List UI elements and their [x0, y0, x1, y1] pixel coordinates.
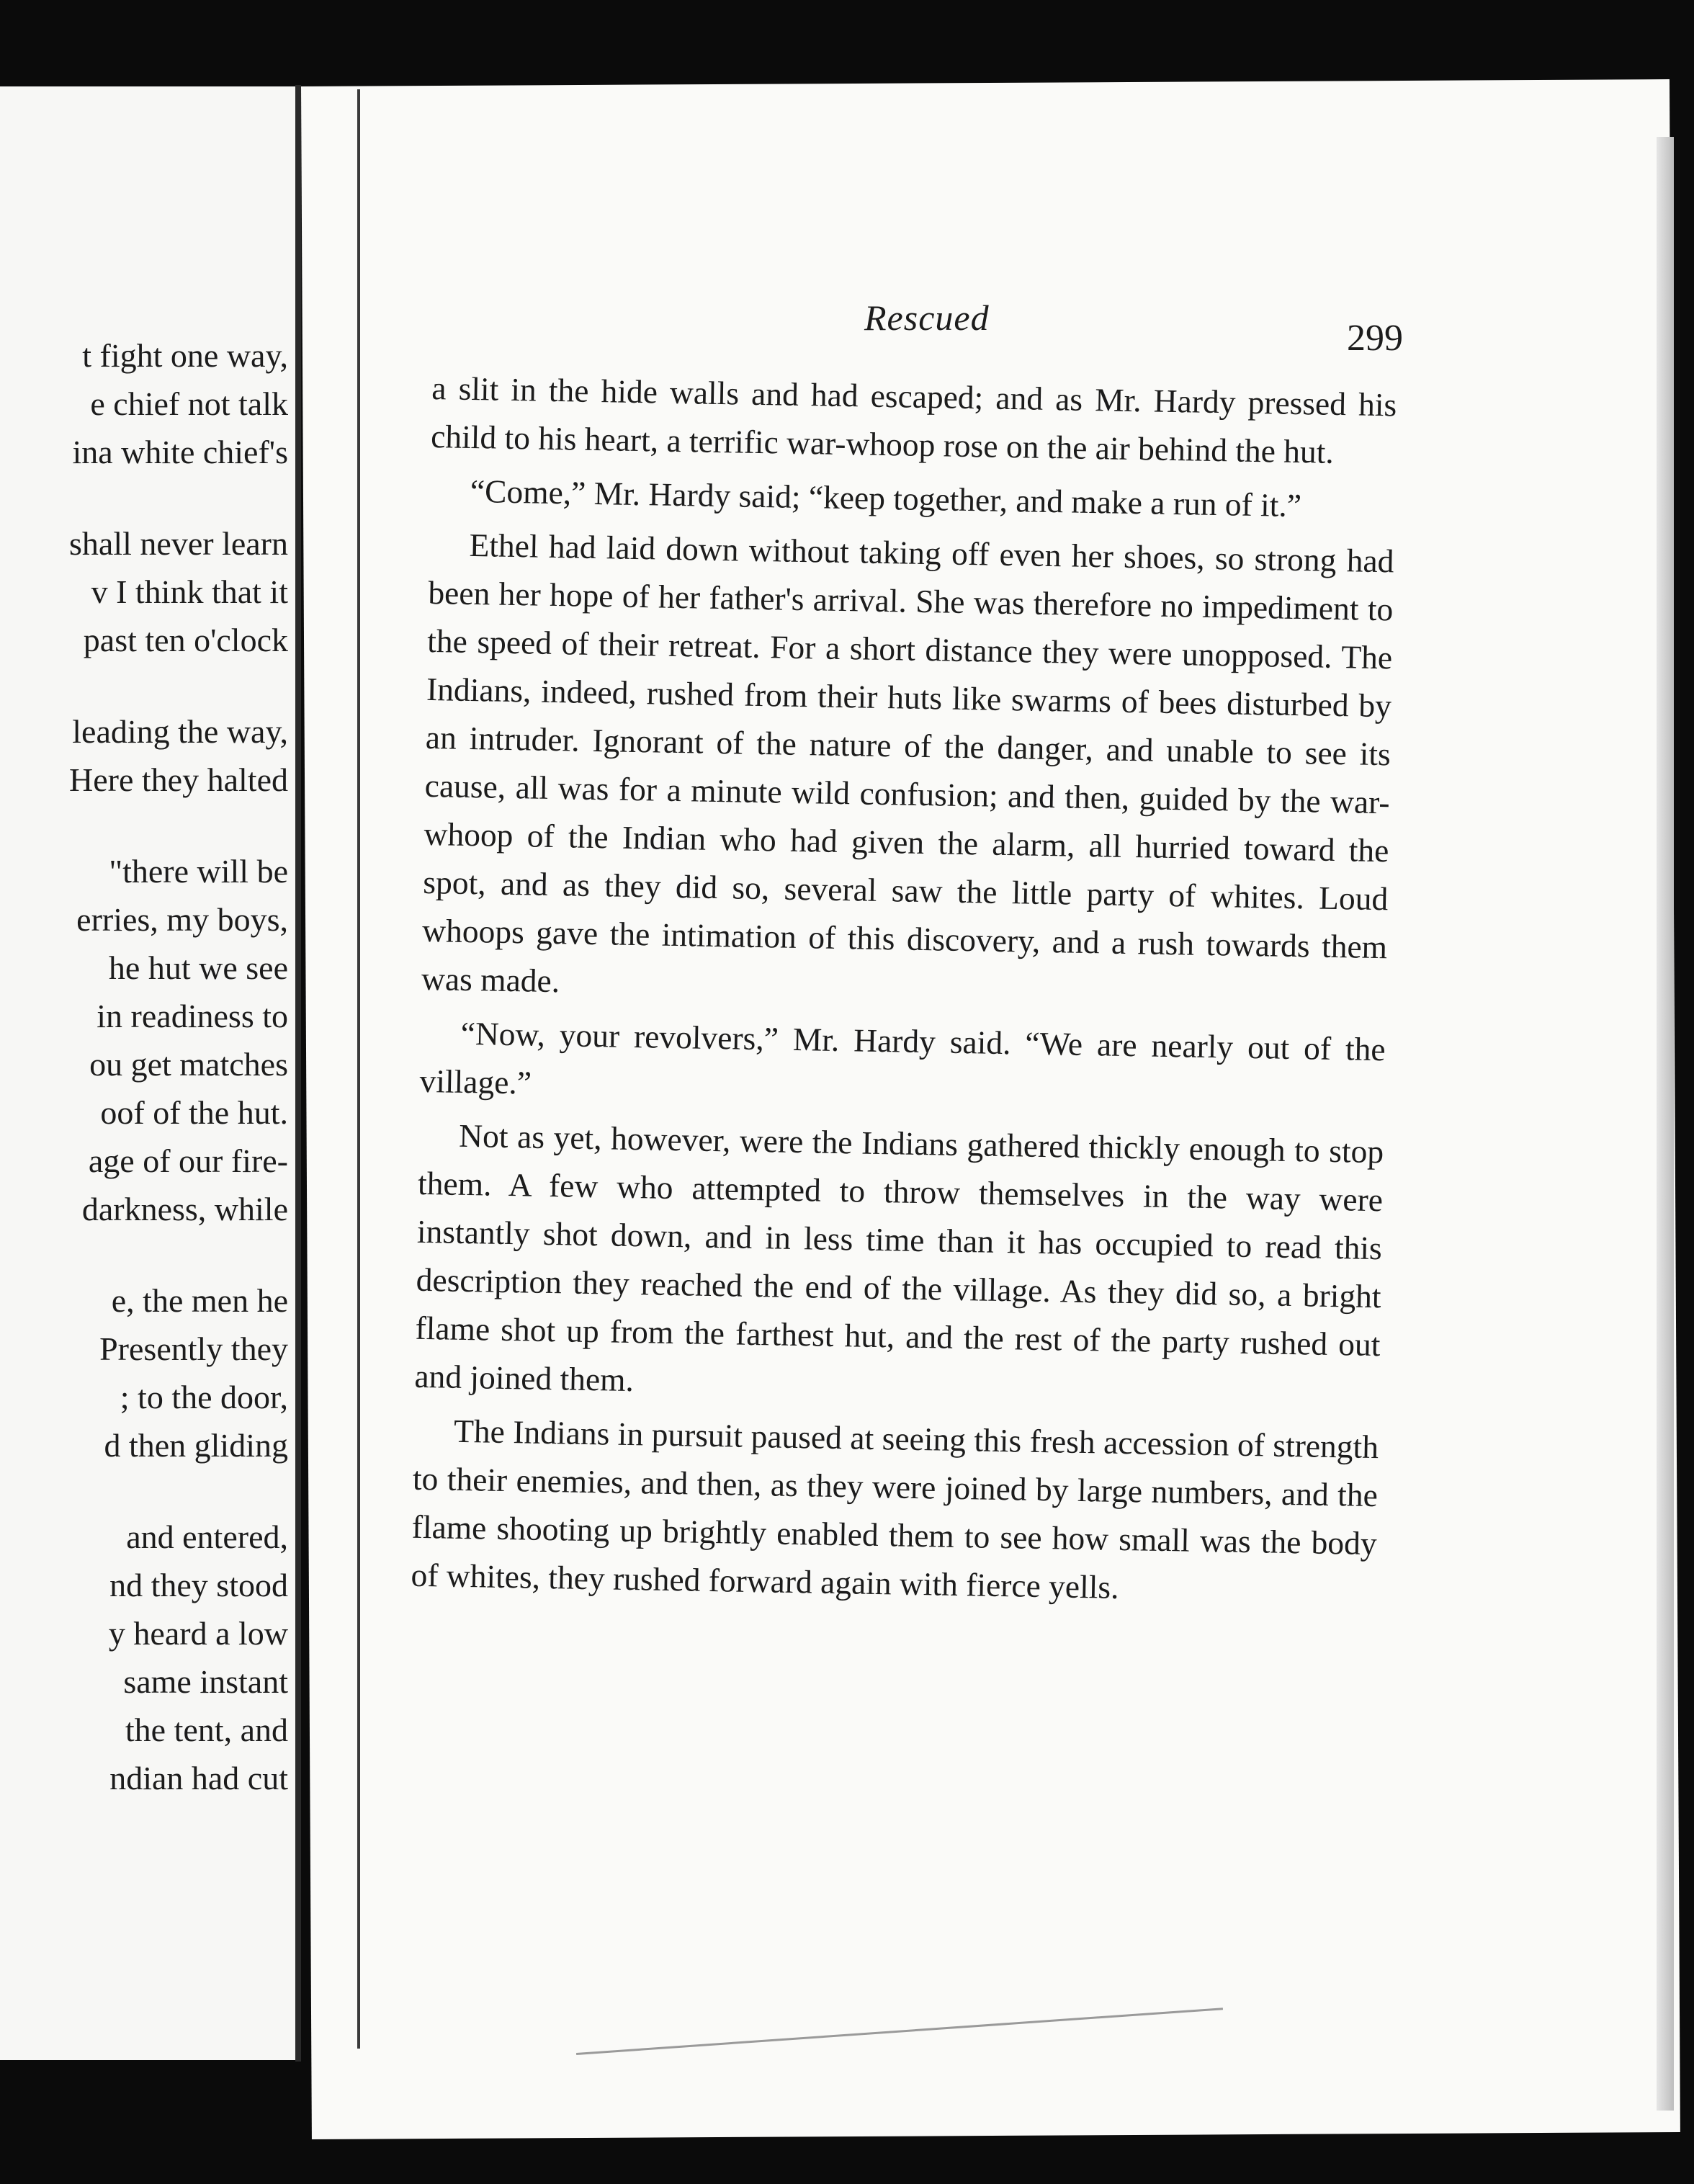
paragraph: Ethel had laid down without taking off even her shoes, so strong had been her hope of her father's arrival. She was therefore no impediment to the speed of their retreat. For a short distance they were unopposed. The Indians, indeed, rushed from their huts like swarms of bees disturbed by an intruder. Ignorant of the nature of the danger, and unable to see its cause, all was for a minute wild confusion; and then, guided by the war-whoop of the Indian who had given the alarm, all hurried toward the spot, and as they did so, several saw the little party of whites. Loud whoops gave the intimation of this discovery, and a rush towards them was made.	[421, 526, 1394, 1000]
page-number: 299	[1347, 318, 1403, 359]
left-line: ndian had cut	[109, 1760, 288, 1796]
left-line: nd they stood	[109, 1567, 288, 1603]
left-line: shall never learn	[69, 525, 288, 562]
left-page	[0, 86, 295, 2060]
page-edge-shadow	[1657, 137, 1674, 2111]
left-line: oof of the hut.	[100, 1094, 288, 1131]
running-head: Rescued	[864, 297, 990, 338]
left-line: leading the way,	[72, 713, 288, 750]
body-text	[411, 364, 1397, 1616]
left-line: he hut we see	[108, 949, 288, 986]
page-fold-line	[357, 89, 360, 2049]
left-line: e chief not talk	[90, 385, 288, 422]
paragraph: “Come,” Mr. Hardy said; “keep together, and make a run of it.”	[470, 472, 1302, 524]
left-line: ou get matches	[89, 1046, 288, 1083]
left-line: t fight one way,	[82, 337, 288, 374]
left-line: past ten o'clock	[83, 622, 288, 658]
paragraph: Not as yet, however, were the Indians gathered thickly enough to stop them. A few who attempted to throw themselves in the way were instantly shot down, and in less time than it has occupied to read this description they reached the end of the village. As they did so, a bright flame shot up from the farthest hut, and the rest of the party rushed out and joined them.	[414, 1116, 1384, 1399]
left-line: same instant	[123, 1663, 288, 1700]
left-line: the tent, and	[125, 1711, 288, 1748]
paragraph: The Indians in pursuit paused at seeing this fresh accession of strength to their enemies, and then, as they were joined by large numbers, and the flame shooting up brightly enabled them to see how small was the body of whites, they rushed forward again with fierce yells.	[411, 1412, 1379, 1606]
left-line: "there will be	[109, 853, 288, 890]
left-line: e, the men he	[111, 1282, 288, 1319]
left-line: ina white chief's	[72, 434, 288, 470]
book-gutter	[295, 85, 301, 2062]
left-line: erries, my boys,	[76, 901, 288, 938]
paragraph: “Now, your revolvers,” Mr. Hardy said. “We are nearly out of the village.”	[419, 1014, 1386, 1101]
left-line: d then gliding	[104, 1427, 288, 1464]
paragraph: a slit in the hide walls and had escaped; and as Mr. Hardy pressed his child to his heart, a terrific war-whoop rose on the air behind the hut.	[430, 369, 1397, 470]
left-line: v I think that it	[91, 573, 288, 610]
left-line: ; to the door,	[120, 1379, 288, 1415]
left-line: and entered,	[126, 1518, 288, 1555]
left-line: darkness, while	[81, 1191, 288, 1227]
left-line: in readiness to	[97, 998, 288, 1034]
left-line: y heard a low	[108, 1615, 288, 1652]
left-line: age of our fire-	[88, 1142, 288, 1179]
left-line: Here they halted	[69, 761, 288, 798]
left-line: Presently they	[99, 1330, 288, 1367]
left-page-text	[0, 331, 288, 1802]
